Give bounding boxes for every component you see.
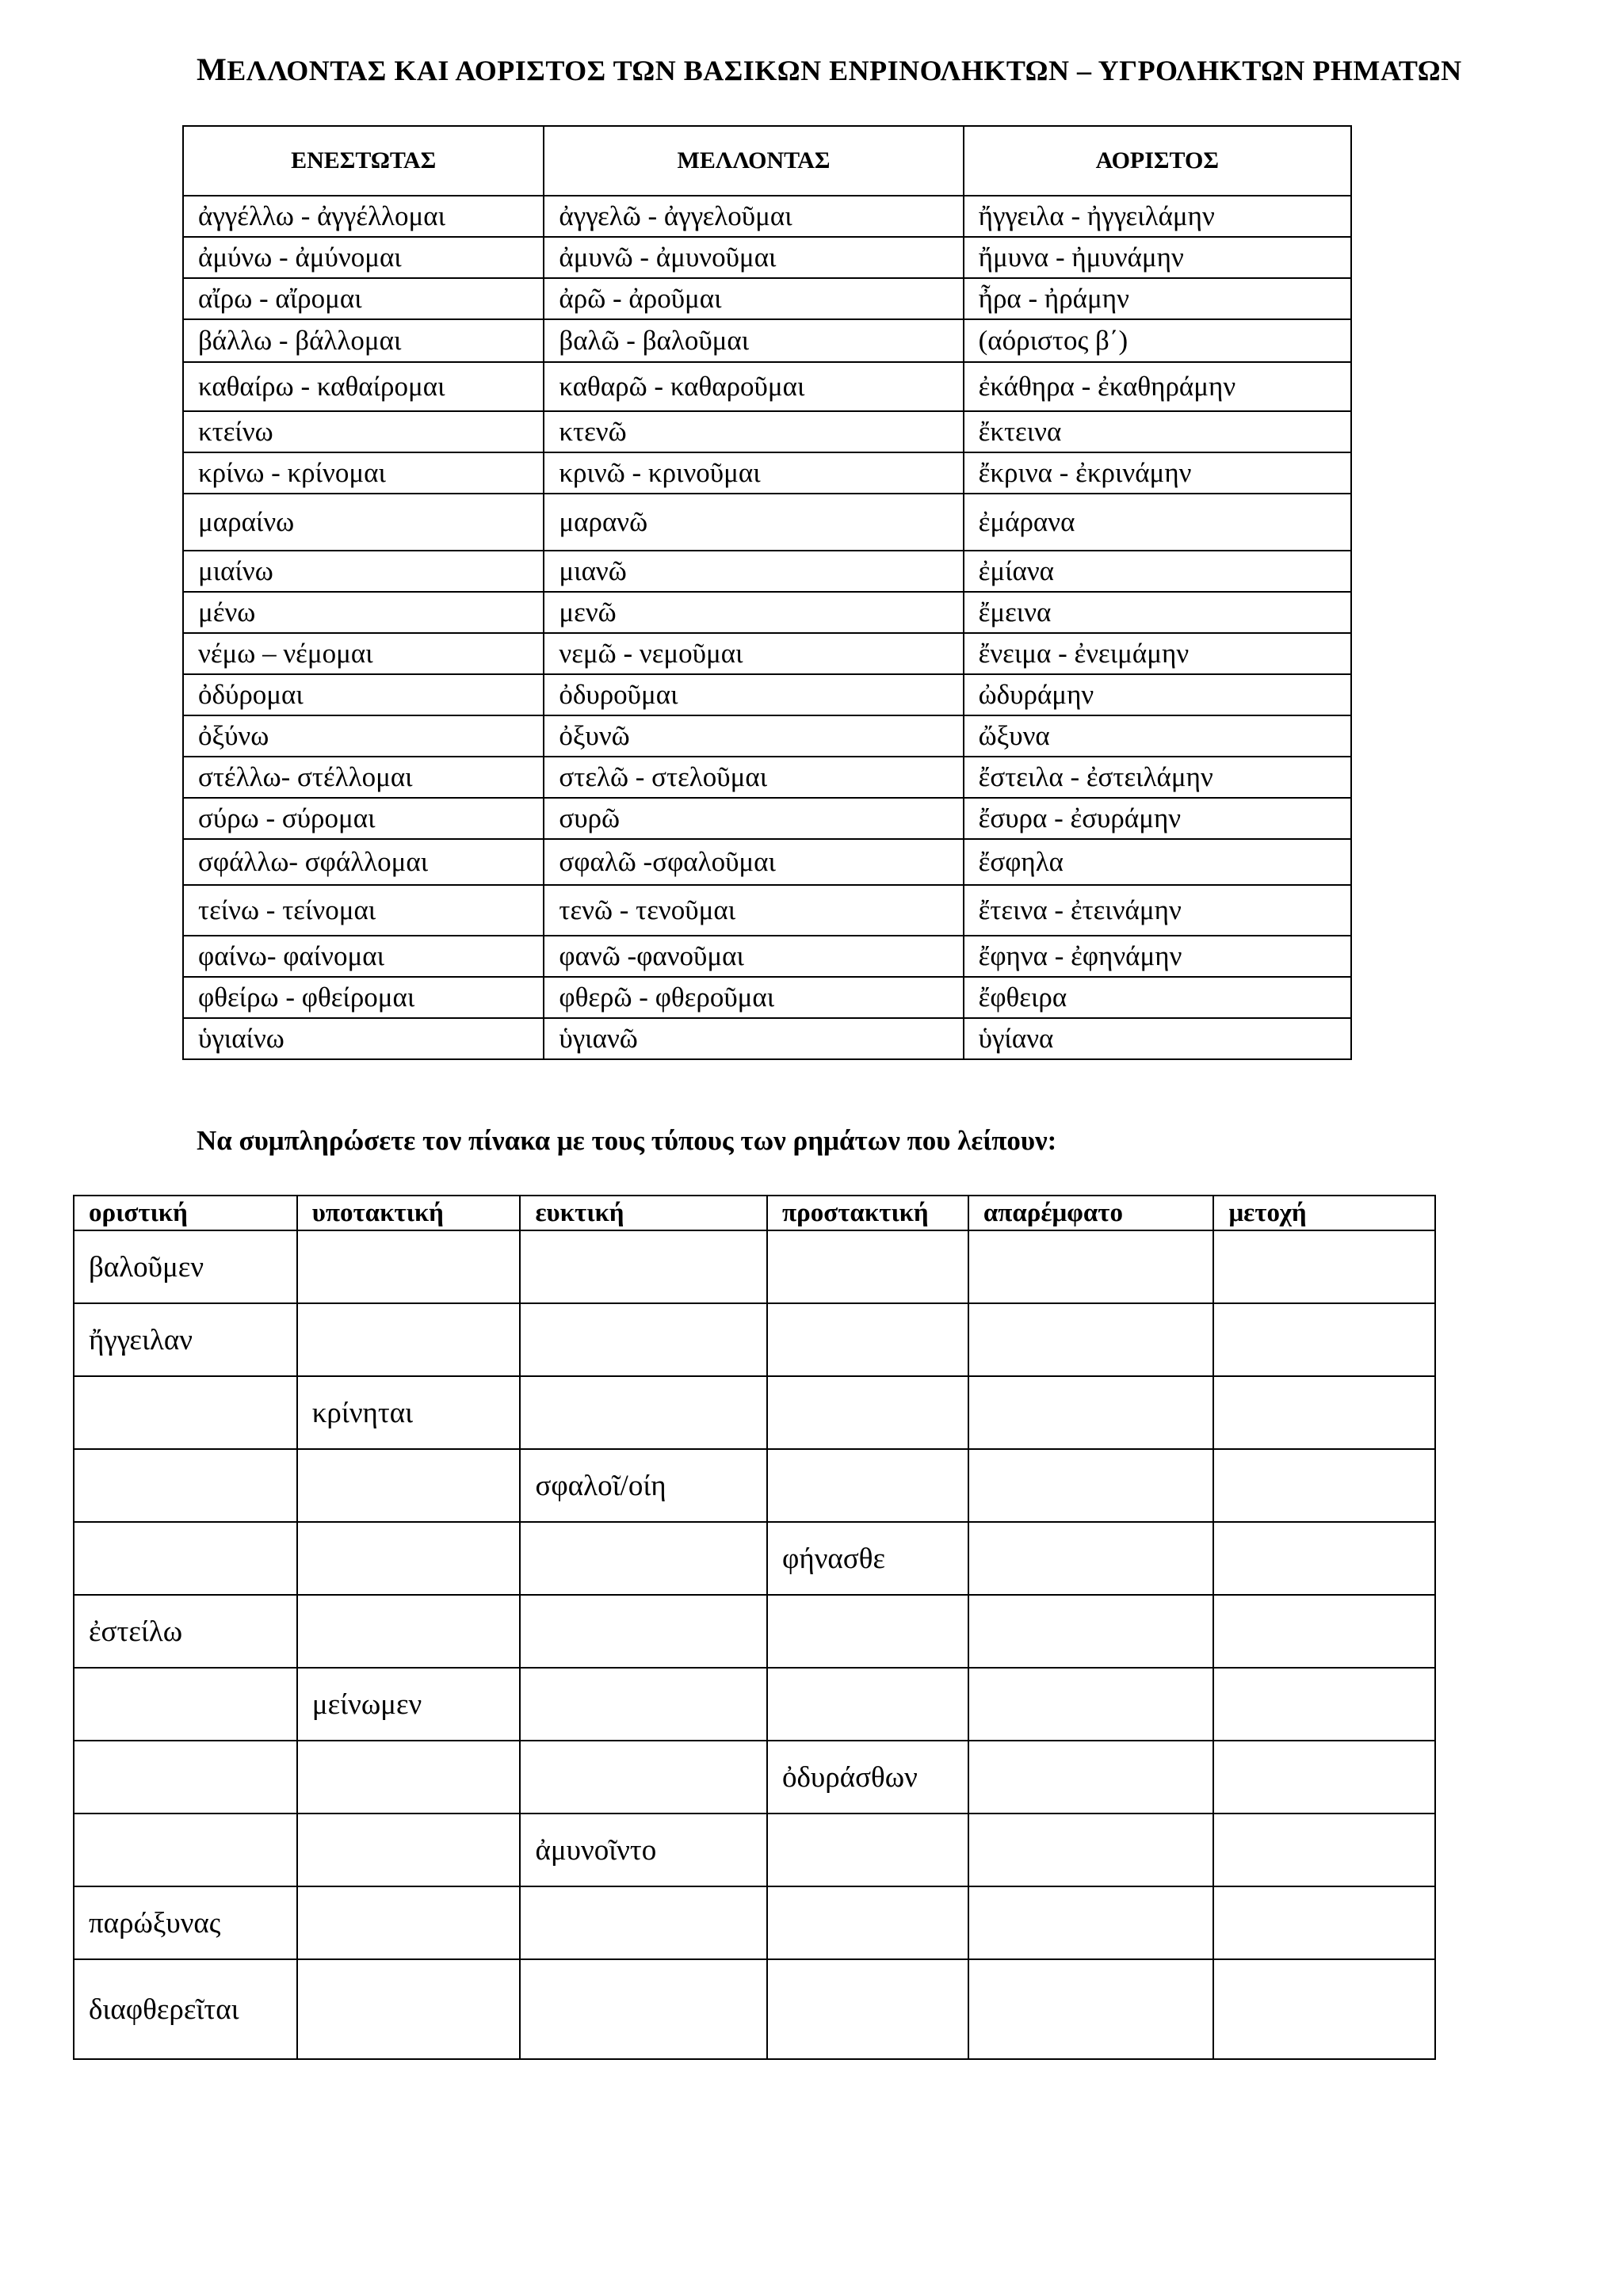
header-present: ΕΝΕΣΤΩΤΑΣ — [183, 126, 544, 196]
exercise-instruction: Να συμπληρώσετε τον πίνακα με τους τύπους των ρημάτων που λείπουν: — [197, 1125, 1057, 1156]
table-row — [183, 936, 1351, 977]
header-optative: ευκτική — [520, 1196, 767, 1230]
exercise-row — [74, 1230, 1435, 1303]
table-row — [183, 362, 1351, 411]
answer-cell[interactable] — [767, 1303, 968, 1376]
header-aorist: ΑΟΡΙΣΤΟΣ — [964, 126, 1351, 196]
table-cell: καθαίρω - καθαίρομαι — [183, 362, 544, 411]
answer-cell[interactable] — [968, 1522, 1214, 1595]
table-cell: σύρω - σύρομαι — [183, 798, 544, 839]
table-cell: (αόριστος β΄) — [964, 319, 1351, 362]
answer-cell[interactable]: ἀμυνοῖντο — [520, 1814, 767, 1886]
answer-cell[interactable] — [767, 1449, 968, 1522]
table-cell: ἀγγελῶ - ἀγγελοῦμαι — [544, 196, 963, 237]
answer-cell[interactable] — [297, 1449, 521, 1522]
exercise-row — [74, 1595, 1435, 1668]
table-cell: ἀμυνῶ - ἀμυνοῦμαι — [544, 237, 963, 278]
answer-cell[interactable] — [968, 1886, 1214, 1959]
table-cell: κτενῶ — [544, 411, 963, 452]
table-row — [183, 885, 1351, 936]
table-cell: ἦρα - ἠράμην — [964, 278, 1351, 319]
table-row — [183, 319, 1351, 362]
answer-cell[interactable]: παρώξυνας — [74, 1886, 297, 1959]
answer-cell[interactable] — [74, 1449, 297, 1522]
table-cell: μιανῶ — [544, 551, 963, 592]
answer-cell[interactable] — [520, 1886, 767, 1959]
table-cell: ἔμεινα — [964, 592, 1351, 633]
answer-cell[interactable] — [297, 1741, 521, 1814]
exercise-row — [74, 1814, 1435, 1886]
table-cell: ἤμυνα - ἠμυνάμην — [964, 237, 1351, 278]
answer-cell[interactable] — [968, 1668, 1214, 1741]
answer-cell[interactable] — [767, 1668, 968, 1741]
table-cell: νεμῶ - νεμοῦμαι — [544, 633, 963, 674]
table-cell: ὑγιανῶ — [544, 1018, 963, 1059]
table-cell: ἔφηνα - ἐφηνάμην — [964, 936, 1351, 977]
answer-cell[interactable] — [520, 1230, 767, 1303]
table-cell: αἴρω - αἴρομαι — [183, 278, 544, 319]
table-row — [183, 715, 1351, 757]
answer-cell[interactable] — [1213, 1449, 1435, 1522]
table-row — [183, 196, 1351, 237]
table-header-row — [183, 126, 1351, 196]
table-cell: ὠδυράμην — [964, 674, 1351, 715]
table-cell: μένω — [183, 592, 544, 633]
exercise-row — [74, 1668, 1435, 1741]
table-cell: συρῶ — [544, 798, 963, 839]
answer-cell[interactable] — [74, 1741, 297, 1814]
exercise-row — [74, 1886, 1435, 1959]
table-cell: ὀξυνῶ — [544, 715, 963, 757]
table-cell: ἔστειλα - ἐστειλάμην — [964, 757, 1351, 798]
table-row — [183, 592, 1351, 633]
table-cell: φθερῶ - φθεροῦμαι — [544, 977, 963, 1018]
answer-cell[interactable] — [520, 1522, 767, 1595]
answer-cell[interactable] — [968, 1376, 1214, 1449]
header-imperative: προστακτική — [767, 1196, 968, 1230]
table-row — [183, 452, 1351, 494]
answer-cell[interactable]: βαλοῦμεν — [74, 1230, 297, 1303]
table-cell: βαλῶ - βαλοῦμαι — [544, 319, 963, 362]
answer-cell[interactable] — [297, 1886, 521, 1959]
answer-cell[interactable] — [1213, 1303, 1435, 1376]
answer-cell[interactable] — [968, 1449, 1214, 1522]
table-cell: κρινῶ - κρινοῦμαι — [544, 452, 963, 494]
answer-cell[interactable] — [968, 1959, 1214, 2059]
table-cell: σφαλῶ -σφαλοῦμαι — [544, 839, 963, 885]
exercise-row — [74, 1959, 1435, 2059]
answer-cell[interactable] — [1213, 1959, 1435, 2059]
title-text: ΕΛΛΟΝΤΑΣ ΚΑΙ ΑΟΡΙΣΤΟΣ ΤΩΝ ΒΑΣΙΚΩΝ ΕΝΡΙΝΟΛΗΚΤΩΝ – ΥΓΡΟΛΗΚΤΩΝ ΡΗΜΑΤΩΝ — [227, 55, 1462, 86]
table-cell: ὀξύνω — [183, 715, 544, 757]
answer-cell[interactable] — [520, 1376, 767, 1449]
header-subjunctive: υποτακτική — [297, 1196, 521, 1230]
answer-cell[interactable]: μείνωμεν — [297, 1668, 521, 1741]
answer-cell[interactable] — [520, 1303, 767, 1376]
answer-cell[interactable] — [968, 1814, 1214, 1886]
header-infinitive: απαρέμφατο — [968, 1196, 1214, 1230]
answer-cell[interactable] — [297, 1303, 521, 1376]
table-cell: βάλλω - βάλλομαι — [183, 319, 544, 362]
table-row — [183, 494, 1351, 551]
table-row — [183, 977, 1351, 1018]
table-cell: τενῶ - τενοῦμαι — [544, 885, 963, 936]
table-cell: ἀρῶ - ἀροῦμαι — [544, 278, 963, 319]
answer-cell[interactable] — [297, 1595, 521, 1668]
answer-cell[interactable] — [767, 1814, 968, 1886]
table-cell: ἔσφηλα — [964, 839, 1351, 885]
table-cell: ὑγιαίνω — [183, 1018, 544, 1059]
answer-cell[interactable] — [968, 1595, 1214, 1668]
table-cell: μιαίνω — [183, 551, 544, 592]
table-cell: κρίνω - κρίνομαι — [183, 452, 544, 494]
answer-cell[interactable] — [968, 1303, 1214, 1376]
table-row — [183, 237, 1351, 278]
table-cell: μαρανῶ — [544, 494, 963, 551]
answer-cell[interactable] — [1213, 1522, 1435, 1595]
table-cell: ἔφθειρα — [964, 977, 1351, 1018]
table-cell: μενῶ — [544, 592, 963, 633]
table-header-row — [74, 1196, 1435, 1230]
answer-cell[interactable] — [1213, 1230, 1435, 1303]
exercise-table — [73, 1195, 1436, 2060]
exercise-row — [74, 1522, 1435, 1595]
table-row — [183, 411, 1351, 452]
table-row — [183, 798, 1351, 839]
answer-cell[interactable] — [74, 1814, 297, 1886]
answer-cell[interactable] — [1213, 1814, 1435, 1886]
table-cell: σφάλλω- σφάλλομαι — [183, 839, 544, 885]
answer-cell[interactable] — [520, 1668, 767, 1741]
table-cell: φανῶ -φανοῦμαι — [544, 936, 963, 977]
answer-cell[interactable] — [1213, 1741, 1435, 1814]
header-participle: μετοχή — [1213, 1196, 1435, 1230]
exercise-row — [74, 1449, 1435, 1522]
answer-cell[interactable]: φήνασθε — [767, 1522, 968, 1595]
table-row — [183, 633, 1351, 674]
answer-cell[interactable] — [520, 1959, 767, 2059]
answer-cell[interactable] — [1213, 1668, 1435, 1741]
table-cell: ἐμάρανα — [964, 494, 1351, 551]
answer-cell[interactable] — [968, 1741, 1214, 1814]
answer-cell[interactable] — [297, 1230, 521, 1303]
table-cell: καθαρῶ - καθαροῦμαι — [544, 362, 963, 411]
future-aorist-table — [182, 125, 1352, 1060]
table-cell: ὀδύρομαι — [183, 674, 544, 715]
table-cell: ἔκρινα - ἐκρινάμην — [964, 452, 1351, 494]
answer-cell[interactable] — [74, 1376, 297, 1449]
table-cell: ἤγγειλα - ἠγγειλάμην — [964, 196, 1351, 237]
title-initial: Μ — [197, 51, 227, 87]
table-cell: ἐκάθηρα - ἐκαθηράμην — [964, 362, 1351, 411]
answer-cell[interactable]: ἐστείλω — [74, 1595, 297, 1668]
header-future: ΜΕΛΛΟΝΤΑΣ — [544, 126, 963, 196]
table-cell: ἀμύνω - ἀμύνομαι — [183, 237, 544, 278]
table-cell: ἀγγέλλω - ἀγγέλλομαι — [183, 196, 544, 237]
table-row — [183, 1018, 1351, 1059]
table-cell: ὤξυνα — [964, 715, 1351, 757]
table-cell: στέλλω- στέλλομαι — [183, 757, 544, 798]
answer-cell[interactable] — [767, 1376, 968, 1449]
table-cell: φθείρω - φθείρομαι — [183, 977, 544, 1018]
answer-cell[interactable] — [1213, 1376, 1435, 1449]
answer-cell[interactable]: ἤγγειλαν — [74, 1303, 297, 1376]
exercise-row — [74, 1303, 1435, 1376]
table-cell: κτείνω — [183, 411, 544, 452]
table-cell: ἔκτεινα — [964, 411, 1351, 452]
answer-cell[interactable] — [297, 1959, 521, 2059]
answer-cell[interactable] — [767, 1959, 968, 2059]
answer-cell[interactable] — [767, 1886, 968, 1959]
answer-cell[interactable]: ὀδυράσθων — [767, 1741, 968, 1814]
answer-cell[interactable] — [968, 1230, 1214, 1303]
table-cell: ἔνειμα - ἐνειμάμην — [964, 633, 1351, 674]
answer-cell[interactable] — [520, 1741, 767, 1814]
table-cell: στελῶ - στελοῦμαι — [544, 757, 963, 798]
table-row — [183, 551, 1351, 592]
table-cell: ἔτεινα - ἐτεινάμην — [964, 885, 1351, 936]
table-cell: ὑγίανα — [964, 1018, 1351, 1059]
exercise-row — [74, 1376, 1435, 1449]
answer-cell[interactable] — [297, 1522, 521, 1595]
table-row — [183, 674, 1351, 715]
answer-cell[interactable]: κρίνηται — [297, 1376, 521, 1449]
table-cell: νέμω – νέμομαι — [183, 633, 544, 674]
table-row — [183, 278, 1351, 319]
answer-cell[interactable] — [297, 1814, 521, 1886]
table-cell: ἐμίανα — [964, 551, 1351, 592]
table-cell: ὀδυροῦμαι — [544, 674, 963, 715]
answer-cell[interactable] — [1213, 1595, 1435, 1668]
table-cell: ἔσυρα - ἐσυράμην — [964, 798, 1351, 839]
answer-cell[interactable] — [767, 1230, 968, 1303]
answer-cell[interactable] — [74, 1668, 297, 1741]
table-cell: φαίνω- φαίνομαι — [183, 936, 544, 977]
answer-cell[interactable] — [74, 1522, 297, 1595]
answer-cell[interactable]: σφαλοῖ/οίη — [520, 1449, 767, 1522]
table-cell: μαραίνω — [183, 494, 544, 551]
table-row — [183, 839, 1351, 885]
page-title — [197, 51, 1504, 88]
answer-cell[interactable] — [767, 1595, 968, 1668]
table-cell: τείνω - τείνομαι — [183, 885, 544, 936]
exercise-row — [74, 1741, 1435, 1814]
answer-cell[interactable]: διαφθερεῖται — [74, 1959, 297, 2059]
table-row — [183, 757, 1351, 798]
header-indicative: οριστική — [74, 1196, 297, 1230]
answer-cell[interactable] — [1213, 1886, 1435, 1959]
answer-cell[interactable] — [520, 1595, 767, 1668]
